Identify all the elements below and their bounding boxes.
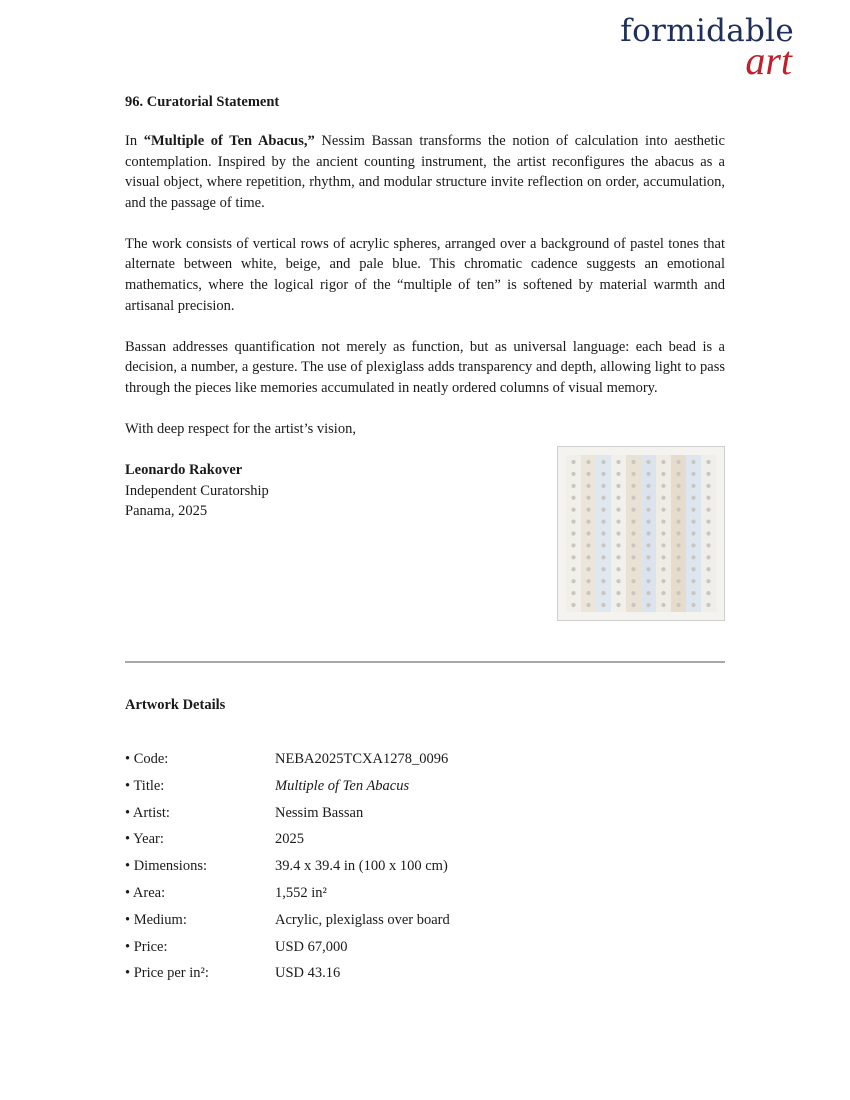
artwork-bead bbox=[571, 496, 575, 500]
artwork-bead bbox=[676, 567, 680, 571]
artwork-bead bbox=[571, 519, 575, 523]
artwork-bead bbox=[631, 484, 635, 488]
artwork-bead bbox=[586, 591, 590, 595]
artwork-bead bbox=[616, 567, 620, 571]
artwork-bead bbox=[616, 508, 620, 512]
artwork-bead bbox=[691, 508, 695, 512]
detail-row-medium bbox=[125, 912, 725, 939]
artwork-bead bbox=[676, 555, 680, 559]
artwork-bead bbox=[586, 567, 590, 571]
artwork-bead bbox=[631, 579, 635, 583]
artwork-bead bbox=[631, 603, 635, 607]
artwork-bead bbox=[706, 472, 710, 476]
detail-value: 2025 bbox=[275, 831, 304, 848]
artwork-bead bbox=[646, 519, 650, 523]
p1-rest: Nessim Bassan transforms the notion of calculation into aesthetic contemplation. Inspired by the ancient counting instrument, the artist reconfigures the abacus as a visual object, where repetition, rhythm, and modular structure invite reflection on order, accumulation, and the passage of time. bbox=[125, 133, 725, 211]
artwork-bead bbox=[691, 603, 695, 607]
artwork-bead bbox=[601, 603, 605, 607]
artwork-bead bbox=[601, 543, 605, 547]
artwork-bead bbox=[616, 555, 620, 559]
artwork-bead bbox=[646, 579, 650, 583]
statement-heading: 96. Curatorial Statement bbox=[125, 94, 280, 110]
artwork-bead bbox=[661, 519, 665, 523]
artwork-illustration bbox=[558, 447, 724, 620]
artwork-bead bbox=[586, 496, 590, 500]
artwork-bead bbox=[661, 603, 665, 607]
artwork-title-inline: “Multiple of Ten Abacus,” bbox=[143, 133, 315, 149]
artwork-bead bbox=[571, 472, 575, 476]
artwork-bead bbox=[661, 484, 665, 488]
artwork-bead bbox=[676, 460, 680, 464]
detail-label: • Artist: bbox=[125, 804, 170, 821]
artwork-bead bbox=[661, 543, 665, 547]
artwork-bead bbox=[691, 531, 695, 535]
detail-label: • Dimensions: bbox=[125, 858, 208, 875]
detail-value: 39.4 x 39.4 in (100 x 100 cm) bbox=[275, 858, 448, 875]
artwork-details-list bbox=[125, 751, 725, 992]
detail-row-year bbox=[125, 831, 725, 858]
artwork-bead bbox=[616, 531, 620, 535]
artwork-bead bbox=[676, 496, 680, 500]
detail-row-price-per-area bbox=[125, 965, 725, 992]
artwork-bead bbox=[661, 460, 665, 464]
artwork-bead bbox=[706, 579, 710, 583]
artwork-bead bbox=[586, 579, 590, 583]
detail-value: USD 67,000 bbox=[275, 938, 348, 955]
detail-label: • Price per in²: bbox=[125, 965, 209, 982]
detail-row-title bbox=[125, 778, 725, 805]
artwork-bead bbox=[601, 508, 605, 512]
artwork-bead bbox=[601, 484, 605, 488]
detail-value: NEBA2025TCXA1278_0096 bbox=[275, 751, 449, 767]
artwork-bead bbox=[616, 519, 620, 523]
detail-row-code bbox=[125, 751, 725, 778]
artwork-bead bbox=[616, 496, 620, 500]
artwork-bead bbox=[616, 603, 620, 607]
artwork-bead bbox=[571, 603, 575, 607]
artwork-bead bbox=[571, 484, 575, 488]
detail-label: • Title: bbox=[125, 777, 165, 794]
artwork-bead bbox=[691, 519, 695, 523]
artwork-bead bbox=[616, 484, 620, 488]
artwork-bead bbox=[631, 519, 635, 523]
artwork-bead bbox=[601, 472, 605, 476]
artwork-bead bbox=[706, 484, 710, 488]
detail-row-dimensions bbox=[125, 858, 725, 885]
artwork-bead bbox=[571, 543, 575, 547]
logo-accent: art bbox=[745, 38, 792, 83]
artwork-bead bbox=[631, 508, 635, 512]
artwork-bead bbox=[631, 591, 635, 595]
artwork-bead bbox=[631, 567, 635, 571]
artwork-bead bbox=[586, 531, 590, 535]
artwork-bead bbox=[691, 472, 695, 476]
artwork-bead bbox=[616, 591, 620, 595]
artwork-image bbox=[557, 446, 725, 621]
details-title: Artwork Details bbox=[125, 697, 226, 713]
artwork-bead bbox=[571, 591, 575, 595]
signature-name: Leonardo Rakover bbox=[125, 462, 243, 479]
detail-label: • Medium: bbox=[125, 911, 187, 928]
artwork-bead bbox=[676, 531, 680, 535]
artwork-bead bbox=[691, 591, 695, 595]
artwork-bead bbox=[646, 531, 650, 535]
artwork-bead bbox=[586, 603, 590, 607]
artwork-bead bbox=[616, 472, 620, 476]
artwork-bead bbox=[706, 460, 710, 464]
artwork-bead bbox=[691, 567, 695, 571]
detail-value: Acrylic, plexiglass over board bbox=[275, 911, 450, 928]
artwork-bead bbox=[691, 460, 695, 464]
artwork-bead bbox=[646, 567, 650, 571]
logo-wordmark: formidable bbox=[620, 13, 794, 49]
detail-label: • Code: bbox=[125, 751, 169, 767]
detail-value: Nessim Bassan bbox=[275, 804, 364, 821]
artwork-bead bbox=[646, 484, 650, 488]
artwork-bead bbox=[646, 555, 650, 559]
artwork-bead bbox=[601, 567, 605, 571]
artwork-bead bbox=[691, 579, 695, 583]
detail-label: • Price: bbox=[125, 938, 168, 955]
artwork-bead bbox=[571, 508, 575, 512]
artwork-bead bbox=[691, 496, 695, 500]
artwork-bead bbox=[661, 555, 665, 559]
artwork-bead bbox=[571, 531, 575, 535]
artwork-bead bbox=[571, 567, 575, 571]
artwork-bead bbox=[601, 496, 605, 500]
artwork-bead bbox=[661, 567, 665, 571]
artwork-bead bbox=[646, 460, 650, 464]
artwork-bead bbox=[631, 460, 635, 464]
artwork-bead bbox=[706, 567, 710, 571]
detail-row-area bbox=[125, 885, 725, 912]
artwork-bead bbox=[616, 543, 620, 547]
artwork-bead bbox=[601, 591, 605, 595]
artwork-bead bbox=[631, 543, 635, 547]
artwork-bead bbox=[586, 460, 590, 464]
artwork-bead bbox=[601, 531, 605, 535]
artwork-bead bbox=[676, 484, 680, 488]
section-divider bbox=[125, 661, 725, 663]
artwork-bead bbox=[586, 484, 590, 488]
artwork-bead bbox=[601, 519, 605, 523]
artwork-bead bbox=[631, 555, 635, 559]
artwork-bead bbox=[646, 496, 650, 500]
artwork-bead bbox=[646, 472, 650, 476]
statement-paragraph-2: The work consists of vertical rows of acrylic spheres, arranged over a background of pastel tones that alternate between white, beige, and pale blue. This chromatic cadence suggests an emotional mathematics, where the logical rigor of the “multiple of ten” is softened by material warmth and artisanal precision. bbox=[125, 235, 725, 314]
artwork-bead bbox=[676, 519, 680, 523]
artwork-bead bbox=[706, 603, 710, 607]
artwork-bead bbox=[646, 603, 650, 607]
signature-place: Panama, 2025 bbox=[125, 503, 208, 520]
artwork-bead bbox=[616, 460, 620, 464]
artwork-bead bbox=[706, 591, 710, 595]
artwork-bead bbox=[676, 579, 680, 583]
artwork-bead bbox=[661, 472, 665, 476]
artwork-bead bbox=[631, 496, 635, 500]
artwork-bead bbox=[691, 484, 695, 488]
statement-paragraph-3: Bassan addresses quantification not merely as function, but as universal language: each bead is a decision, a number, a gesture. The use of plexiglass adds transparency and depth, allowing light to pass through the pieces like memories accumulated in neatly ordered columns of visual memory. bbox=[125, 338, 725, 396]
artwork-bead bbox=[661, 508, 665, 512]
detail-row-price bbox=[125, 939, 725, 966]
artwork-bead bbox=[631, 531, 635, 535]
detail-value: Multiple of Ten Abacus bbox=[275, 777, 410, 794]
detail-label: • Year: bbox=[125, 831, 164, 848]
artwork-bead bbox=[676, 591, 680, 595]
brand-logo bbox=[620, 13, 794, 83]
artwork-bead bbox=[571, 460, 575, 464]
artwork-bead bbox=[631, 472, 635, 476]
artwork-bead bbox=[586, 519, 590, 523]
signature-role: Independent Curatorship bbox=[125, 482, 269, 499]
artwork-bead bbox=[706, 508, 710, 512]
artwork-bead bbox=[571, 555, 575, 559]
artwork-bead bbox=[676, 603, 680, 607]
artwork-bead bbox=[601, 555, 605, 559]
artwork-bead bbox=[646, 543, 650, 547]
artwork-bead bbox=[691, 543, 695, 547]
artwork-bead bbox=[661, 591, 665, 595]
artwork-bead bbox=[586, 508, 590, 512]
detail-value: USD 43.16 bbox=[275, 965, 341, 982]
detail-value: 1,552 in² bbox=[275, 884, 327, 901]
statement-paragraph-1 bbox=[125, 131, 725, 213]
artwork-bead bbox=[691, 555, 695, 559]
artwork-bead bbox=[601, 579, 605, 583]
detail-row-artist bbox=[125, 805, 725, 832]
artwork-bead bbox=[676, 508, 680, 512]
artwork-bead bbox=[661, 579, 665, 583]
artwork-bead bbox=[616, 579, 620, 583]
artwork-bead bbox=[586, 555, 590, 559]
artwork-bead bbox=[661, 496, 665, 500]
p1-prefix: In bbox=[125, 133, 144, 149]
artwork-bead bbox=[586, 472, 590, 476]
artwork-bead bbox=[706, 543, 710, 547]
artwork-bead bbox=[646, 591, 650, 595]
artwork-bead bbox=[706, 519, 710, 523]
artwork-bead bbox=[571, 579, 575, 583]
artwork-bead bbox=[676, 543, 680, 547]
closing-line: With deep respect for the artist’s vision, bbox=[125, 421, 356, 438]
artwork-bead bbox=[706, 496, 710, 500]
artwork-bead bbox=[661, 531, 665, 535]
artwork-bead bbox=[601, 460, 605, 464]
artwork-bead bbox=[586, 543, 590, 547]
artwork-bead bbox=[706, 555, 710, 559]
detail-label: • Area: bbox=[125, 884, 166, 901]
artwork-bead bbox=[676, 472, 680, 476]
artwork-bead bbox=[646, 508, 650, 512]
artwork-bead bbox=[706, 531, 710, 535]
